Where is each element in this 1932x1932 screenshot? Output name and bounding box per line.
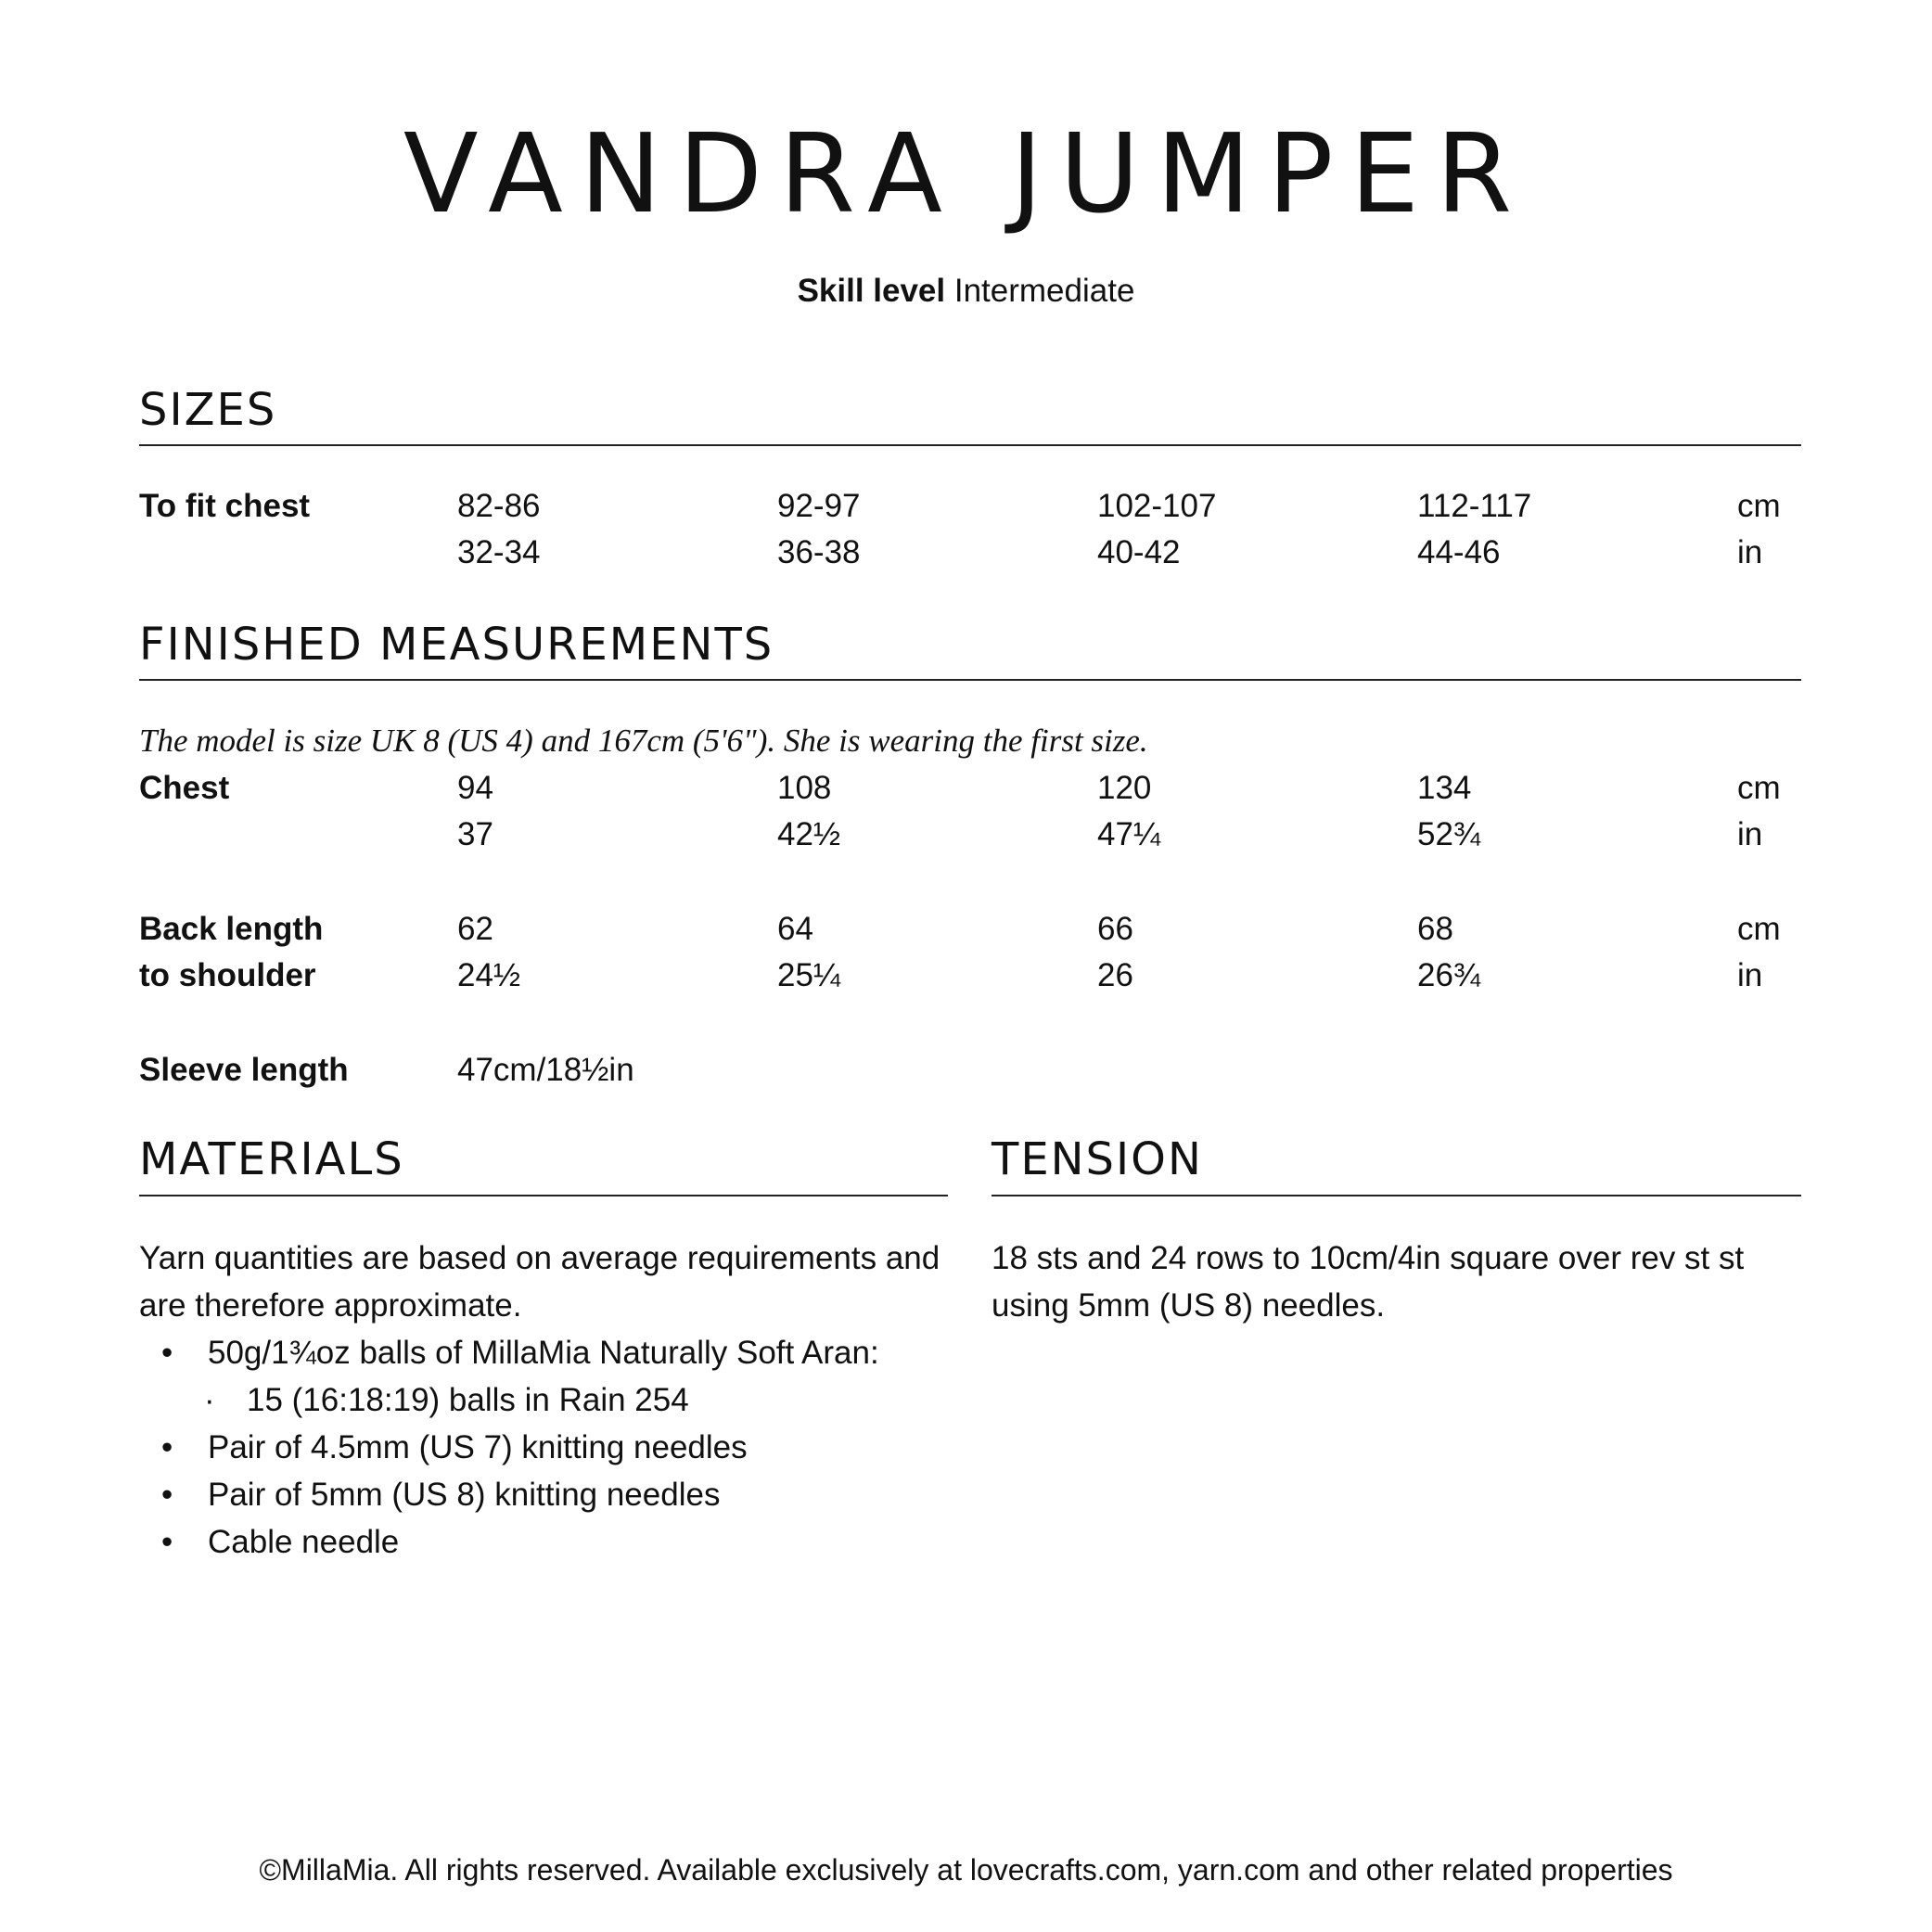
skill-level	[0, 275, 1932, 307]
materials-item-text: 15 (16:18:19) balls in Rain 254	[247, 1382, 689, 1418]
materials-subitem	[204, 1376, 950, 1424]
materials-item	[161, 1471, 950, 1518]
to-fit-chest-in-3: 40-42	[1097, 534, 1181, 570]
materials-intro	[139, 1235, 955, 1329]
bullet-icon: •	[161, 1429, 173, 1465]
to-fit-chest-unit-in: in	[1737, 534, 1763, 570]
back-length-in-1: 24½	[457, 957, 521, 993]
skill-level-value: Intermediate	[953, 273, 1135, 309]
back-length-unit-cm: cm	[1737, 911, 1781, 947]
chest-cm-2: 108	[777, 770, 832, 806]
to-fit-chest-in-4: 44-46	[1417, 534, 1501, 570]
finished-measurements-rule	[139, 679, 1801, 681]
materials-item	[161, 1518, 950, 1566]
materials-list	[161, 1329, 950, 1566]
tension-text	[992, 1235, 1801, 1329]
bullet-icon: •	[161, 1524, 173, 1560]
chest-in-2: 42½	[777, 816, 841, 852]
sizes-heading: SIZES	[139, 384, 277, 436]
model-size-note: The model is size UK 8 (US 4) and 167cm (5'6"). She is wearing the first size.	[139, 723, 1148, 759]
to-fit-chest-in-1: 32-34	[457, 534, 541, 570]
sleeve-length-label: Sleeve length	[139, 1052, 349, 1088]
back-length-in-3: 26	[1097, 957, 1133, 993]
tension-rule	[992, 1195, 1801, 1196]
materials-intro-line-2: are therefore approximate.	[139, 1287, 522, 1324]
back-length-unit-in: in	[1737, 957, 1763, 993]
chest-unit-cm: cm	[1737, 770, 1781, 806]
back-length-cm-2: 64	[777, 911, 813, 947]
chest-cm-1: 94	[457, 770, 493, 806]
to-fit-chest-cm-1: 82-86	[457, 488, 541, 524]
chest-unit-in: in	[1737, 816, 1763, 852]
sizes-rule	[139, 444, 1801, 446]
chest-in-4: 52¾	[1417, 816, 1481, 852]
chest-label: Chest	[139, 770, 230, 806]
chest-in-3: 47¼	[1097, 816, 1161, 852]
to-fit-chest-cm-3: 102-107	[1097, 488, 1217, 524]
chest-cm-3: 120	[1097, 770, 1152, 806]
to-fit-chest-unit-cm: cm	[1737, 488, 1781, 524]
chest-cm-4: 134	[1417, 770, 1472, 806]
to-fit-chest-in-2: 36-38	[777, 534, 861, 570]
tension-heading: TENSION	[992, 1133, 1203, 1185]
chest-in-1: 37	[457, 816, 493, 852]
back-length-in-4: 26¾	[1417, 957, 1481, 993]
sleeve-length-value: 47cm/18½in	[457, 1052, 634, 1088]
back-length-cm-4: 68	[1417, 911, 1453, 947]
to-shoulder-label: to shoulder	[139, 957, 316, 993]
back-length-in-2: 25¼	[777, 957, 841, 993]
materials-intro-line-1: Yarn quantities are based on average requirements and	[139, 1240, 940, 1276]
to-fit-chest-label: To fit chest	[139, 488, 311, 524]
tension-line-2: using 5mm (US 8) needles.	[992, 1287, 1386, 1324]
materials-rule	[139, 1195, 948, 1196]
copyright-footer: ©MillaMia. All rights reserved. Available exclusively at lovecrafts.com, yarn.com and other related properties	[259, 1853, 1673, 1887]
bullet-icon: •	[161, 1335, 173, 1371]
finished-measurements-heading: FINISHED MEASUREMENTS	[139, 619, 774, 671]
to-fit-chest-cm-4: 112-117	[1417, 488, 1532, 524]
materials-item-text: Pair of 5mm (US 8) knitting needles	[208, 1477, 721, 1513]
tension-line-1: 18 sts and 24 rows to 10cm/4in square over rev st st	[992, 1240, 1745, 1276]
skill-level-label: Skill level	[797, 273, 946, 309]
back-length-cm-3: 66	[1097, 911, 1133, 947]
materials-item	[161, 1329, 950, 1376]
materials-item-text: Pair of 4.5mm (US 7) knitting needles	[208, 1429, 748, 1465]
back-length-label: Back length	[139, 911, 324, 947]
materials-item-text: Cable needle	[208, 1524, 400, 1560]
pattern-title: VANDRA JUMPER	[403, 109, 1529, 237]
bullet-icon: •	[161, 1477, 173, 1513]
materials-item-text: 50g/1¾oz balls of MillaMia Naturally Soft Aran:	[208, 1335, 879, 1371]
materials-heading: MATERIALS	[139, 1133, 404, 1185]
sub-bullet-icon: ·	[204, 1382, 215, 1418]
to-fit-chest-cm-2: 92-97	[777, 488, 861, 524]
materials-item	[161, 1424, 950, 1471]
back-length-cm-1: 62	[457, 911, 493, 947]
